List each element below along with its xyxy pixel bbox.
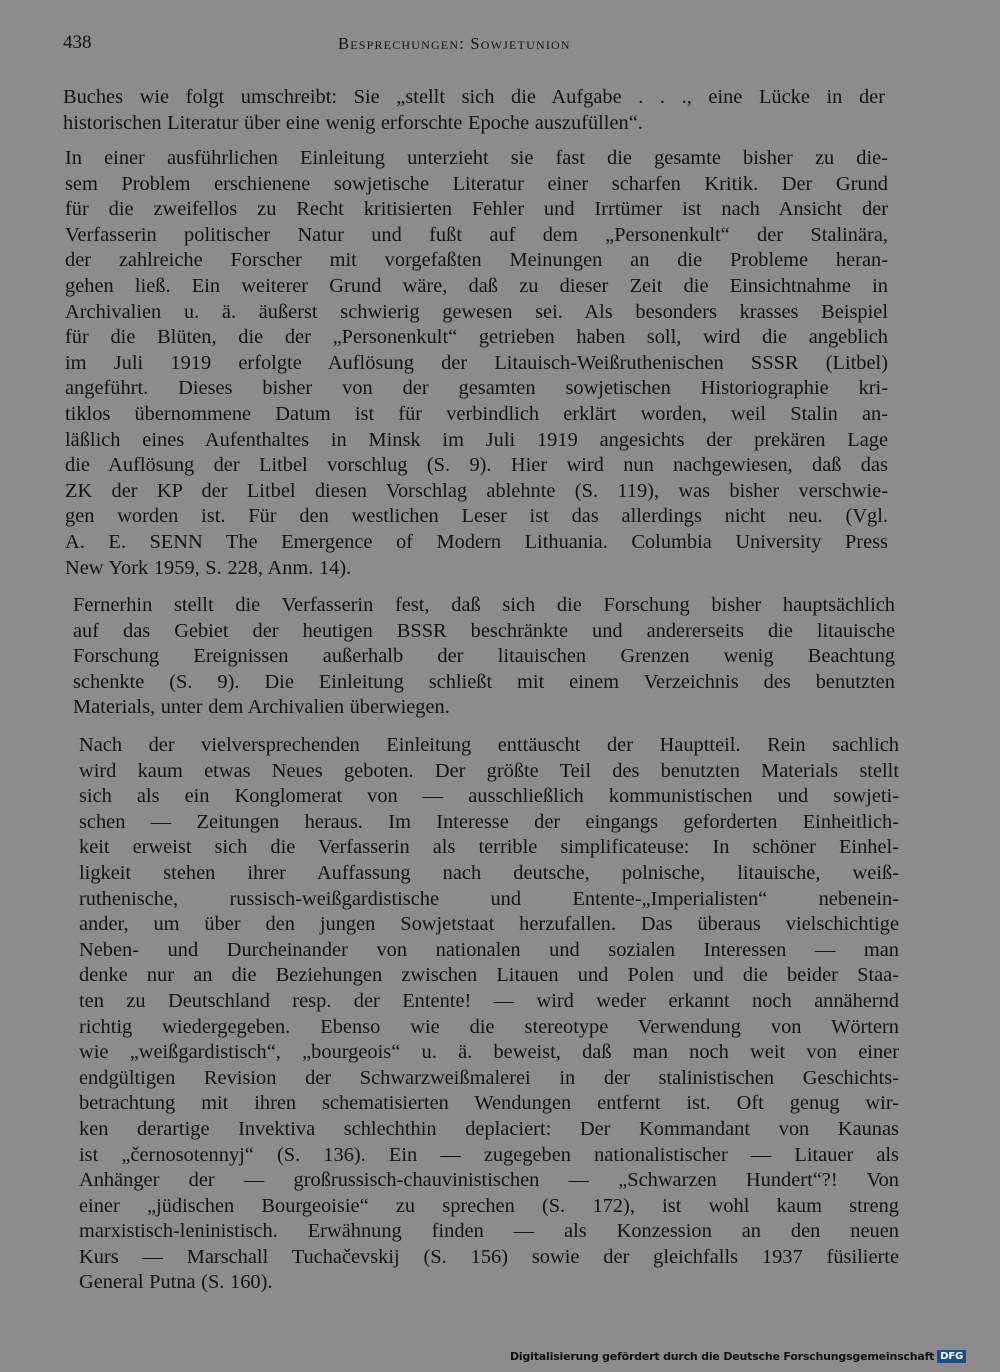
text-line: schen — Zeitungen heraus. Im Interesse der eingangs geforderten Einheitlich- (79, 810, 899, 833)
text-line: endgültigen Revision der Schwarzweißmalerei in der stalinistischen Geschichts- (79, 1066, 899, 1089)
text-line: Archivalien u. ä. äußerst schwierig gewesen sei. Als besonders krasses Beispiel (65, 300, 888, 323)
body-paragraph-2 (65, 146, 888, 581)
text-line: Forschung Ereignissen außerhalb der litauischen Grenzen wenig Beachtung (73, 645, 895, 668)
text-line: für die Blüten, die der „Personenkult“ getrieben haben soll, wird die angeblich (65, 326, 888, 349)
text-line: denke nur an die Beziehungen zwischen Litauen und Polen und die beider Staa- (79, 964, 899, 987)
footer-credit (510, 1350, 966, 1363)
text-line: Verfasserin politischer Natur und fußt auf dem „Personenkult“ der Stalinära, (65, 223, 888, 246)
text-line: sich als ein Konglomerat von — ausschließlich kommunistischen und sowjeti- (79, 785, 899, 808)
text-line: sem Problem erschienene sowjetische Literatur einer scharfen Kritik. Der Grund (65, 172, 888, 195)
body-paragraph-3 (73, 593, 895, 721)
text-line: Anhänger der — großrussisch-chauvinistischen — „Schwarzen Hundert“?! Von (79, 1169, 899, 1192)
text-line: Buches wie folgt umschreibt: Sie „stellt sich die Aufgabe . . ., eine Lücke in der (63, 86, 885, 108)
text-line: tiklos übernommene Datum ist für verbindlich erklärt worden, weil Stalin an- (65, 402, 888, 425)
text-line: läßlich eines Aufenthaltes in Minsk im Juli 1919 angesichts der prekären Lage (65, 428, 888, 451)
text-line: Kurs — Marschall Tuchačevskij (S. 156) sowie der gleichfalls 1937 füsilierte (79, 1245, 899, 1268)
text-line: gen worden ist. Für den westlichen Leser ist das allerdings nicht neu. (Vgl. (65, 505, 888, 528)
footer-text: Digitalisierung gefördert durch die Deutsche Forschungsgemeinschaft (509, 1350, 935, 1363)
body-paragraph-1 (63, 85, 885, 136)
text-line: ken derartige Invektiva schlechthin deplaciert: Der Kommandant von Kaunas (79, 1117, 899, 1140)
text-line: angeführt. Dieses bisher von der gesamten sowjetischen Historiographie kri- (65, 377, 888, 400)
text-line: historischen Literatur über eine wenig erforschte Epoche auszufüllen“. (63, 111, 643, 134)
text-line: Neben- und Durcheinander von nationalen und sozialen Interessen — man (79, 938, 899, 961)
text-line: ZK der KP der Litbel diesen Vorschlag ablehnte (S. 119), was bisher verschwie- (65, 479, 888, 502)
text-line: ruthenische, russisch-weißgardistische und Entente-„Imperialisten“ nebenein- (79, 887, 899, 910)
text-line: Nach der vielversprechenden Einleitung enttäuscht der Hauptteil. Rein sachlich (79, 734, 899, 756)
text-line: auf das Gebiet der heutigen BSSR beschränkte und andererseits die litauische (73, 619, 895, 642)
body-paragraph-4 (79, 733, 899, 1296)
text-line: ander, um über den jungen Sowjetstaat herzufallen. Das überaus vielschichtige (79, 913, 899, 936)
text-line: schenkte (S. 9). Die Einleitung schließt mit einem Verzeichnis des benutzten (73, 670, 895, 693)
running-head: Besprechungen: Sowjetunion (338, 34, 571, 53)
text-line: ist „černosotennyj“ (S. 136). Ein — zugegeben nationalistischer — Litauer als (79, 1143, 899, 1166)
text-line: marxistisch-leninistisch. Erwähnung finden — als Konzession an den neuen (79, 1220, 899, 1243)
text-line: keit erweist sich die Verfasserin als terrible simplificateuse: In schöner Einhel- (79, 836, 899, 859)
text-line: richtig wiedergegeben. Ebenso wie die stereotype Verwendung von Wörtern (79, 1015, 899, 1038)
text-line: New York 1959, S. 228, Anm. 14). (65, 556, 352, 579)
text-line: A. E. SENN The Emergence of Modern Lithuania. Columbia University Press (65, 530, 888, 553)
text-line: General Putna (S. 160). (79, 1271, 273, 1294)
text-line: im Juli 1919 erfolgte Auflösung der Litauisch-Weißruthenischen SSSR (Litbel) (65, 351, 888, 374)
text-line: der zahlreiche Forscher mit vorgefaßten Meinungen an die Probleme heran- (65, 249, 888, 272)
text-line: wie „weißgardistisch“, „bourgeois“ u. ä. beweist, daß man noch weit von einer (79, 1041, 899, 1064)
text-line: In einer ausführlichen Einleitung unterzieht sie fast die gesamte bisher zu die- (65, 147, 888, 169)
page-number: 438 (63, 32, 92, 53)
text-line: ten zu Deutschland resp. der Entente! — wird weder erkannt noch annähernd (79, 989, 899, 1012)
text-line: für die zweifellos zu Recht kritisierten Fehler und Irrtümer ist nach Ansicht der (65, 198, 888, 221)
text-line: wird kaum etwas Neues geboten. Der größte Teil des benutzten Materials stellt (79, 759, 899, 782)
text-line: betrachtung mit ihren schematisierten Wendungen entfernt ist. Oft genug wir- (79, 1092, 899, 1115)
text-line: einer „jüdischen Bourgeoisie“ zu sprechen (S. 172), ist wohl kaum streng (79, 1194, 899, 1217)
text-line: die Auflösung der Litbel vorschlug (S. 9). Hier wird nun nachgewiesen, daß das (65, 454, 888, 477)
text-line: ligkeit stehen ihrer Auffassung nach deutsche, polnische, litauische, weiß- (79, 861, 899, 884)
text-line: Fernerhin stellt die Verfasserin fest, daß sich die Forschung bisher hauptsächlich (73, 594, 895, 616)
text-line: Materials, unter dem Archivalien überwiegen. (73, 696, 450, 719)
dfg-logo-icon: DFG (937, 1350, 966, 1363)
text-line: gehen ließ. Ein weiterer Grund wäre, daß zu dieser Zeit die Einsichtnahme in (65, 274, 888, 297)
